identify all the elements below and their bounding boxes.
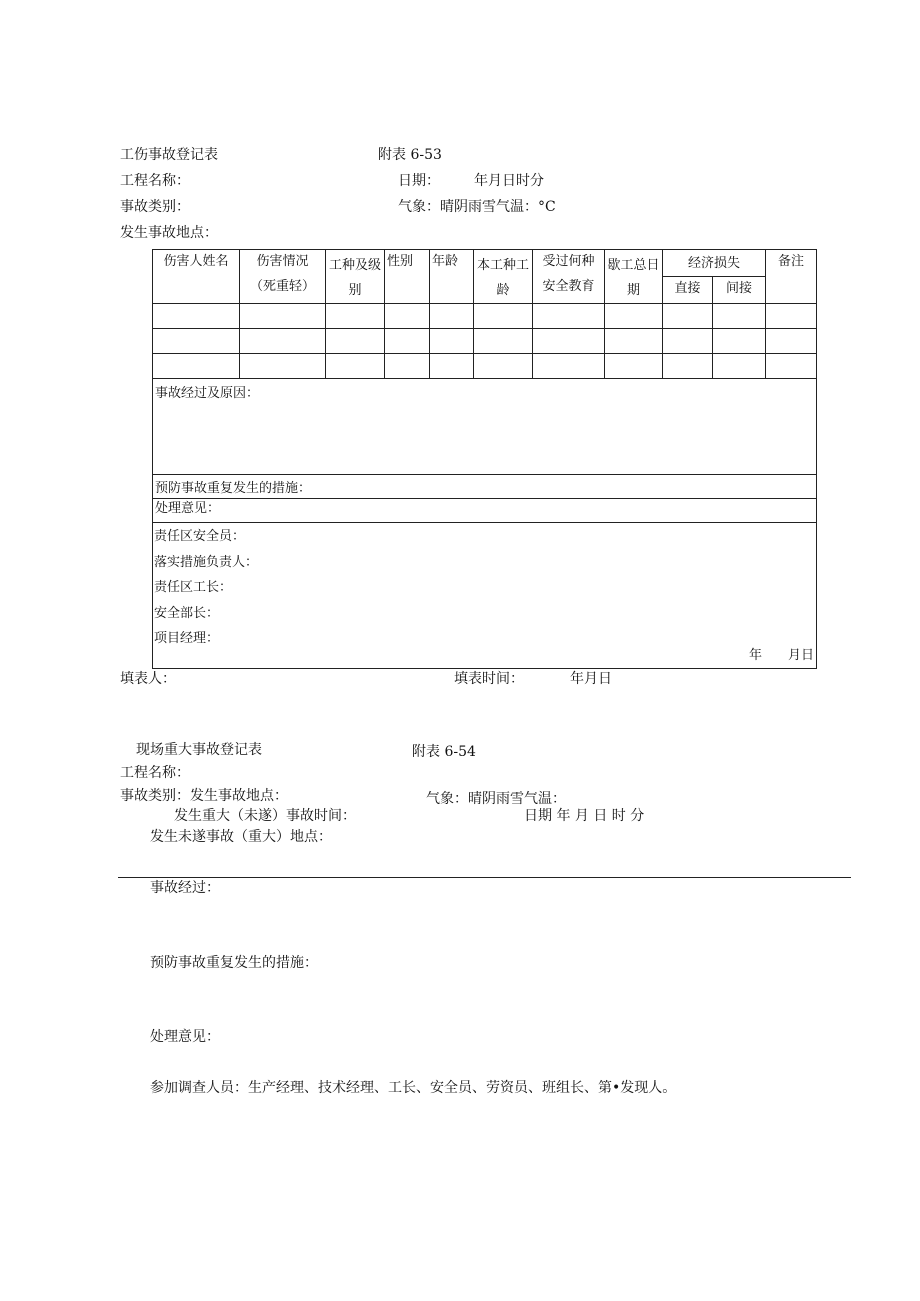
form54-title: 现场重大事故登记表 <box>136 742 262 758</box>
table-cell[interactable] <box>326 329 385 354</box>
header-age: 年龄 <box>430 250 474 304</box>
form53-weather: 气象：晴阴雨雪气温：°C <box>398 199 556 215</box>
header-sex: 性别 <box>385 250 430 304</box>
table-cell[interactable] <box>385 304 430 329</box>
header-remark: 备注 <box>766 250 817 304</box>
form53-fill-time: 填表时间： <box>454 671 524 687</box>
signer-measures-lead: 落实措施负责人： <box>154 554 259 570</box>
table-cell[interactable] <box>153 304 240 329</box>
table-cell[interactable] <box>153 354 240 379</box>
form54-handling: 处理意见： <box>150 1029 220 1045</box>
header-injured-name: 伤害人姓名 <box>153 250 240 304</box>
table-cell[interactable] <box>326 354 385 379</box>
form53-attach-no: 附表 6-53 <box>378 147 442 163</box>
table-cell[interactable] <box>474 329 533 354</box>
table-cell[interactable] <box>766 354 817 379</box>
form54-date-units: 日期 年 月 日 时 分 <box>524 808 645 824</box>
header-safety-education: 受过何种 安全教育 <box>533 250 605 304</box>
table-cell[interactable] <box>605 329 663 354</box>
table-cell[interactable] <box>430 329 474 354</box>
table-cell[interactable] <box>533 329 605 354</box>
table-cell[interactable] <box>713 304 766 329</box>
form53-date-units: 年月日时分 <box>474 173 544 189</box>
header-loss-direct: 直接 <box>663 277 713 304</box>
header-trade-years: 本工种工 龄 <box>474 250 533 304</box>
form54-prevention: 预防事故重复发生的措施： <box>150 955 318 971</box>
signer-project-manager: 项目经理： <box>154 631 220 647</box>
table-cell[interactable] <box>663 304 713 329</box>
form54-major-time: 发生重大（未遂）事故时间： <box>174 808 356 824</box>
table-cell[interactable] <box>605 304 663 329</box>
table-cell[interactable] <box>533 304 605 329</box>
signers-cell[interactable] <box>153 523 817 669</box>
table-cell[interactable] <box>713 329 766 354</box>
form53-title: 工伤事故登记表 <box>120 147 218 163</box>
table-cell[interactable] <box>240 304 326 329</box>
form54-weather: 气象：晴阴雨雪气温： <box>426 791 566 807</box>
header-days-off: 歇工总日 期 <box>605 250 663 304</box>
form53-project-name: 工程名称： <box>120 173 190 189</box>
form54-process: 事故经过： <box>150 880 220 896</box>
form54-type-location: 事故类别：发生事故地点： <box>120 788 288 804</box>
form54-near-miss-location: 发生未遂事故（重大）地点： <box>150 829 332 845</box>
table-cell[interactable] <box>766 329 817 354</box>
form53-table <box>152 249 817 669</box>
table-cell[interactable] <box>605 354 663 379</box>
signer-safety-officer: 责任区安全员： <box>154 529 246 545</box>
table-cell[interactable] <box>240 329 326 354</box>
header-trade-level: 工种及级 别 <box>326 250 385 304</box>
table-cell[interactable] <box>663 329 713 354</box>
table-row <box>153 304 817 329</box>
form54-participants: 参加调查人员：生产经理、技术经理、工长、安全员、劳资员、班组长、第•发现人。 <box>150 1080 677 1096</box>
table-cell[interactable] <box>766 304 817 329</box>
form53-date-label: 日期： <box>398 173 440 189</box>
form54-attach-no: 附表 6-54 <box>412 744 476 760</box>
table-cell[interactable] <box>240 354 326 379</box>
table-cell[interactable] <box>430 304 474 329</box>
table-cell[interactable] <box>663 354 713 379</box>
header-economic-loss: 经济损失 <box>663 250 766 277</box>
table-row <box>153 354 817 379</box>
table-cell[interactable] <box>430 354 474 379</box>
handling-cell[interactable]: 处理意见： <box>153 499 817 523</box>
table-cell[interactable] <box>533 354 605 379</box>
table-cell[interactable] <box>326 304 385 329</box>
divider-line <box>118 877 851 878</box>
table-cell[interactable] <box>713 354 766 379</box>
form53-location: 发生事故地点： <box>120 225 218 241</box>
header-injury-status: 伤害情况 （死重轻） <box>240 250 326 304</box>
table-cell[interactable] <box>474 354 533 379</box>
table-cell[interactable] <box>474 304 533 329</box>
sign-date: 年 月日 <box>749 647 815 663</box>
form53-fill-time-units: 年月日 <box>570 671 612 687</box>
table-cell[interactable] <box>385 329 430 354</box>
table-cell[interactable] <box>385 354 430 379</box>
form53-accident-type: 事故类别： <box>120 199 190 215</box>
process-cause-cell[interactable]: 事故经过及原因： <box>153 379 817 475</box>
header-loss-indirect: 间接 <box>713 277 766 304</box>
prevention-cell[interactable]: 预防事故重复发生的措施： <box>153 475 817 499</box>
form54-project-name: 工程名称： <box>120 765 190 781</box>
form53-filler: 填表人： <box>120 671 176 687</box>
signer-foreman: 责任区工长： <box>154 580 233 596</box>
signer-safety-head: 安全部长： <box>154 605 220 621</box>
table-row <box>153 329 817 354</box>
table-cell[interactable] <box>153 329 240 354</box>
